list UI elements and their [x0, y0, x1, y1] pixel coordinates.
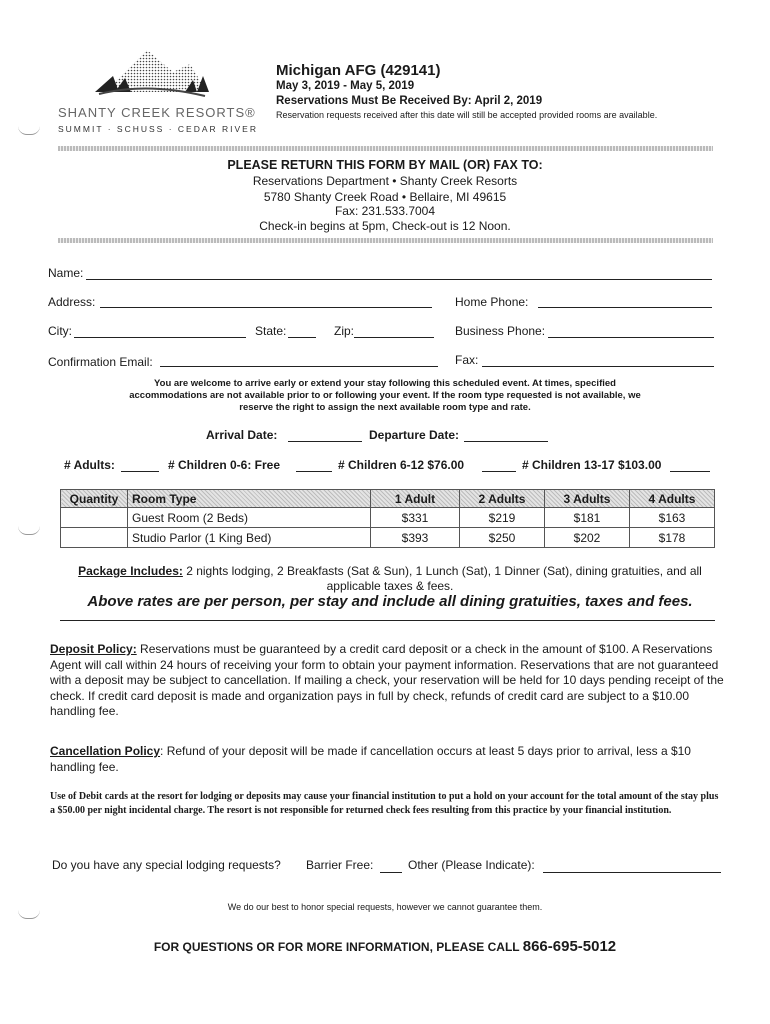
brand-name: SHANTY CREEK RESORTS®	[58, 105, 256, 120]
header-1-adult: 1 Adult	[371, 490, 460, 508]
contact-line	[0, 938, 770, 955]
rates-table	[60, 489, 715, 548]
quantity-field[interactable]	[61, 508, 128, 528]
mountain-trees-logo-icon	[55, 42, 215, 104]
rate-3-adults: $181	[545, 508, 630, 528]
rate-1-adult: $393	[371, 528, 460, 548]
children-0-6-field[interactable]	[296, 471, 332, 472]
table-row	[61, 508, 715, 528]
arrival-date-label: Arrival Date:	[206, 428, 278, 442]
rate-1-adult: $331	[371, 508, 460, 528]
deposit-text: Reservations must be guaranteed by a credit card deposit or a check in the amount of $100. A Reservations Agent will call within 24 hours of receiving your form to obtain your payment information. Reservations that are not guaranteed with a deposit may be subject to cancellation. If mailing a check, your reservation will be held for 10 days pending receipt of the check. If credit card deposit is made and organization pays in full by check, refunds of credit card are subject to a $10.00 handling fee.	[50, 642, 724, 718]
home-phone-label: Home Phone:	[455, 295, 529, 309]
package-label: Package Includes:	[78, 564, 183, 578]
email-label: Confirmation Email:	[48, 355, 153, 369]
mailing-address: 5780 Shanty Creek Road • Bellaire, MI 49615	[263, 190, 507, 204]
children-6-12-field[interactable]	[482, 471, 516, 472]
room-type: Studio Parlor (1 King Bed)	[128, 528, 371, 548]
rate-2-adults: $219	[460, 508, 545, 528]
cancellation-label: Cancellation Policy	[50, 744, 161, 758]
header-4-adults: 4 Adults	[630, 490, 715, 508]
scan-mark	[18, 910, 40, 919]
rate-2-adults: $250	[460, 528, 545, 548]
state-field[interactable]	[288, 337, 316, 338]
business-phone-field[interactable]	[548, 337, 714, 338]
phone-number: 866-695-5012	[522, 938, 617, 955]
package-includes	[60, 564, 720, 594]
special-requests-question: Do you have any special lodging requests?	[52, 858, 281, 872]
name-field[interactable]	[86, 279, 712, 280]
early-arrival-notice: You are welcome to arrive early or extend your stay following this scheduled event. At times, specified accommodations are not available prior to or following your event. If the room type requested is not available, we reserve the right to assign the next available room type and rate.	[129, 378, 641, 413]
header-room-type: Room Type	[128, 490, 371, 508]
zip-field[interactable]	[354, 337, 434, 338]
top-divider	[58, 146, 713, 151]
state-label: State:	[255, 324, 287, 338]
contact-text: FOR QUESTIONS OR FOR MORE INFORMATION, PLEASE CALL	[153, 940, 523, 954]
barrier-free-label: Barrier Free:	[306, 858, 374, 872]
quantity-field[interactable]	[61, 528, 128, 548]
rate-3-adults: $202	[545, 528, 630, 548]
special-requests-note: We do our best to honor special requests, however we cannot guarantee them.	[227, 902, 543, 912]
header-3-adults: 3 Adults	[545, 490, 630, 508]
room-type: Guest Room (2 Beds)	[128, 508, 371, 528]
rates-note: Above rates are per person, per stay and include all dining gratuities, taxes and fees.	[87, 593, 693, 610]
deposit-policy	[50, 642, 726, 720]
rate-4-adults: $163	[630, 508, 715, 528]
name-label: Name:	[48, 266, 84, 280]
header-2-adults: 2 Adults	[460, 490, 545, 508]
city-field[interactable]	[74, 337, 246, 338]
rate-4-adults: $178	[630, 528, 715, 548]
children-13-17-field[interactable]	[670, 471, 710, 472]
brand-tagline: SUMMIT · SCHUSS · CEDAR RIVER	[58, 124, 258, 134]
address-field[interactable]	[100, 307, 432, 308]
scan-mark	[18, 526, 40, 535]
children-13-17-label: # Children 13-17 $103.00	[522, 458, 662, 472]
debit-card-note: Use of Debit cards at the resort for lodging or deposits may cause your financial institution to put a hold on your account for the total amount of the stay plus a $50.00 per night incidental charge. The resort is not responsible for returned check fees resulting from this practice by your financial institution.	[50, 791, 719, 816]
fax-number: Fax: 231.533.7004	[334, 204, 436, 218]
event-dates: May 3, 2019 - May 5, 2019	[276, 80, 415, 92]
scan-mark	[18, 126, 40, 135]
deadline-note: Reservation requests received after this date will still be accepted provided rooms are available.	[276, 110, 658, 120]
departure-date-field[interactable]	[464, 441, 548, 442]
table-row	[61, 528, 715, 548]
reservation-deadline: Reservations Must Be Received By: April 2, 2019	[276, 95, 543, 107]
event-title: Michigan AFG (429141)	[276, 62, 441, 79]
email-field[interactable]	[160, 366, 438, 367]
arrival-date-field[interactable]	[288, 441, 362, 442]
header-quantity: Quantity	[61, 490, 128, 508]
cancellation-text: : Refund of your deposit will be made if cancellation occurs at least 5 days prior to arrival, less a $10 handling fee.	[50, 744, 691, 774]
cancellation-policy	[50, 744, 726, 775]
deposit-label: Deposit Policy:	[50, 642, 137, 656]
zip-label: Zip:	[334, 324, 355, 338]
children-0-6-label: # Children 0-6: Free	[168, 458, 281, 472]
adults-label: # Adults:	[64, 458, 115, 472]
home-phone-field[interactable]	[538, 307, 712, 308]
fax-label: Fax:	[455, 353, 479, 367]
departure-date-label: Departure Date:	[369, 428, 460, 442]
address-label: Address:	[48, 295, 96, 309]
adults-field[interactable]	[121, 471, 159, 472]
checkin-info: Check-in begins at 5pm, Check-out is 12 Noon.	[259, 219, 511, 233]
children-6-12-label: # Children 6-12 $76.00	[338, 458, 465, 472]
fax-field[interactable]	[482, 366, 714, 367]
bottom-divider	[58, 238, 713, 243]
section-divider	[60, 620, 715, 621]
business-phone-label: Business Phone:	[455, 324, 546, 338]
package-text: 2 nights lodging, 2 Breakfasts (Sat & Sun), 1 Lunch (Sat), 1 Dinner (Sat), dining gratuities, and all applicable taxes & fees.	[182, 564, 702, 593]
other-requests-field[interactable]	[543, 872, 721, 873]
barrier-free-field[interactable]	[380, 872, 402, 873]
other-label: Other (Please Indicate):	[408, 858, 535, 872]
rates-header-row	[61, 490, 715, 508]
city-label: City:	[48, 324, 72, 338]
return-heading: PLEASE RETURN THIS FORM BY MAIL (OR) FAX TO:	[227, 158, 543, 172]
reservations-department: Reservations Department • Shanty Creek Resorts	[252, 174, 518, 188]
